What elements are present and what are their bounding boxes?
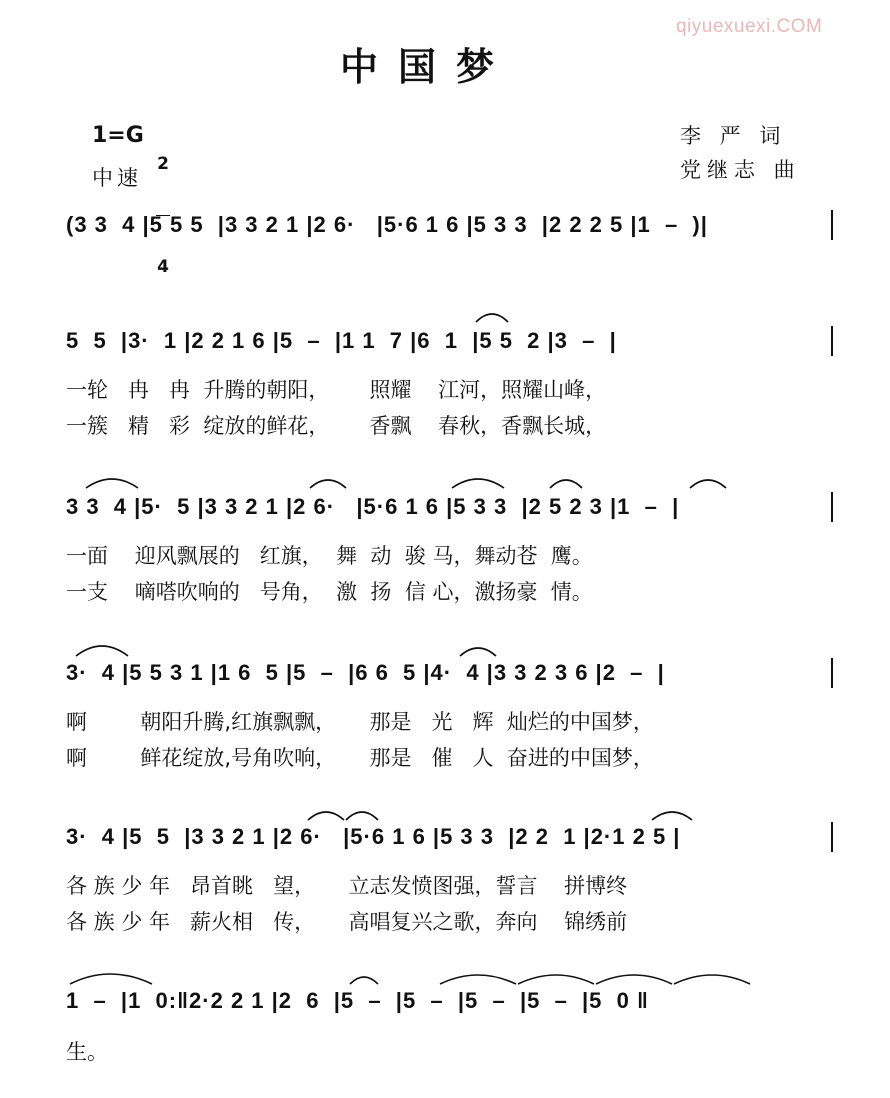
slur-mark	[674, 975, 750, 984]
slur-mark	[476, 314, 508, 322]
notation-line-5: 3· 4 |5 5 |3 3 2 1 |2 6· |5·6 1 6 |5 3 3 |2 2 1 |2·1 2 5 |	[66, 824, 681, 849]
slur-mark	[550, 480, 582, 488]
lyrics-line-3-verse-2: 一支 嘀嗒吹响的 号角， 激 扬 信 心，激扬豪 情。	[66, 580, 593, 604]
slur-mark	[652, 812, 692, 820]
slur-mark	[86, 479, 138, 488]
notation-line-3: 3 3 4 |5· 5 |3 3 2 1 |2 6· |5·6 1 6 |5 3 3 |2 5 2 3 |1 – |	[66, 494, 680, 519]
notation-line-6: 1 – |1 0:‖2·2 2 1 |2 6 |5 – |5 – |5 – |5 – |5 0 ‖	[66, 988, 649, 1013]
slur-mark	[596, 975, 672, 984]
slur-mark	[308, 812, 344, 820]
lyricist-credit: 李 严 词	[680, 124, 787, 148]
notation-line-4: 3· 4 |5 5 3 1 |1 6 5 |5 – |6 6 5 |4· 4 |3 3 2 3 6 |2 – |	[66, 660, 665, 685]
slur-mark	[70, 974, 152, 984]
slur-mark	[76, 646, 128, 656]
slur-mark	[690, 480, 726, 488]
slur-mark	[346, 812, 378, 820]
slur-mark	[310, 480, 346, 488]
slur-mark	[440, 975, 516, 984]
song-title: 中国梦	[340, 44, 515, 89]
slur-mark	[350, 977, 378, 984]
lyrics-line-5-verse-2: 各 族 少 年 薪火相 传， 高唱复兴之歌，奔向 锦绣前	[66, 910, 628, 934]
composer-credit: 党继志 曲	[680, 158, 801, 182]
slur-mark	[452, 479, 504, 488]
lyrics-line-3-verse-1: 一面 迎风飘展的 红旗， 舞 动 骏 马，舞动苍 鹰。	[66, 544, 593, 568]
key-signature: 1=G	[92, 123, 144, 148]
notation-line-2: 5 5 |3· 1 |2 2 1 6 |5 – |1 1 7 |6 1 |5 5 2 |3 – |	[66, 328, 617, 353]
slur-mark	[518, 975, 594, 984]
lyrics-line-6: 生。	[66, 1040, 108, 1064]
notation-line-1: (3 3 4 |5 5 5 |3 3 2 1 |2 6· |5·6 1 6 |5 3 3 |2 2 2 5 |1 – )|	[66, 212, 708, 237]
slur-mark	[460, 648, 496, 656]
tempo-marking: 中速	[92, 166, 142, 190]
lyrics-line-4-verse-2: 啊 鲜花绽放,号角吹响， 那是 催 人 奋进的中国梦，	[66, 746, 654, 770]
lyrics-line-4-verse-1: 啊 朝阳升腾,红旗飘飘， 那是 光 辉 灿烂的中国梦，	[66, 710, 654, 734]
time-signature-top: 2	[157, 154, 169, 174]
lyrics-line-5-verse-1: 各 族 少 年 昂首眺 望， 立志发愤图强，誓言 拼博终	[66, 874, 628, 898]
lyrics-line-2-verse-1: 一轮 冉 冉 升腾的朝阳， 照耀 江河，照耀山峰，	[66, 378, 607, 402]
lyrics-line-2-verse-2: 一簇 精 彩 绽放的鲜花， 香飘 春秋，香飘长城，	[66, 414, 607, 438]
watermark: qiyuexuexi.COM	[676, 16, 823, 37]
time-signature-bottom: 4	[157, 257, 169, 277]
